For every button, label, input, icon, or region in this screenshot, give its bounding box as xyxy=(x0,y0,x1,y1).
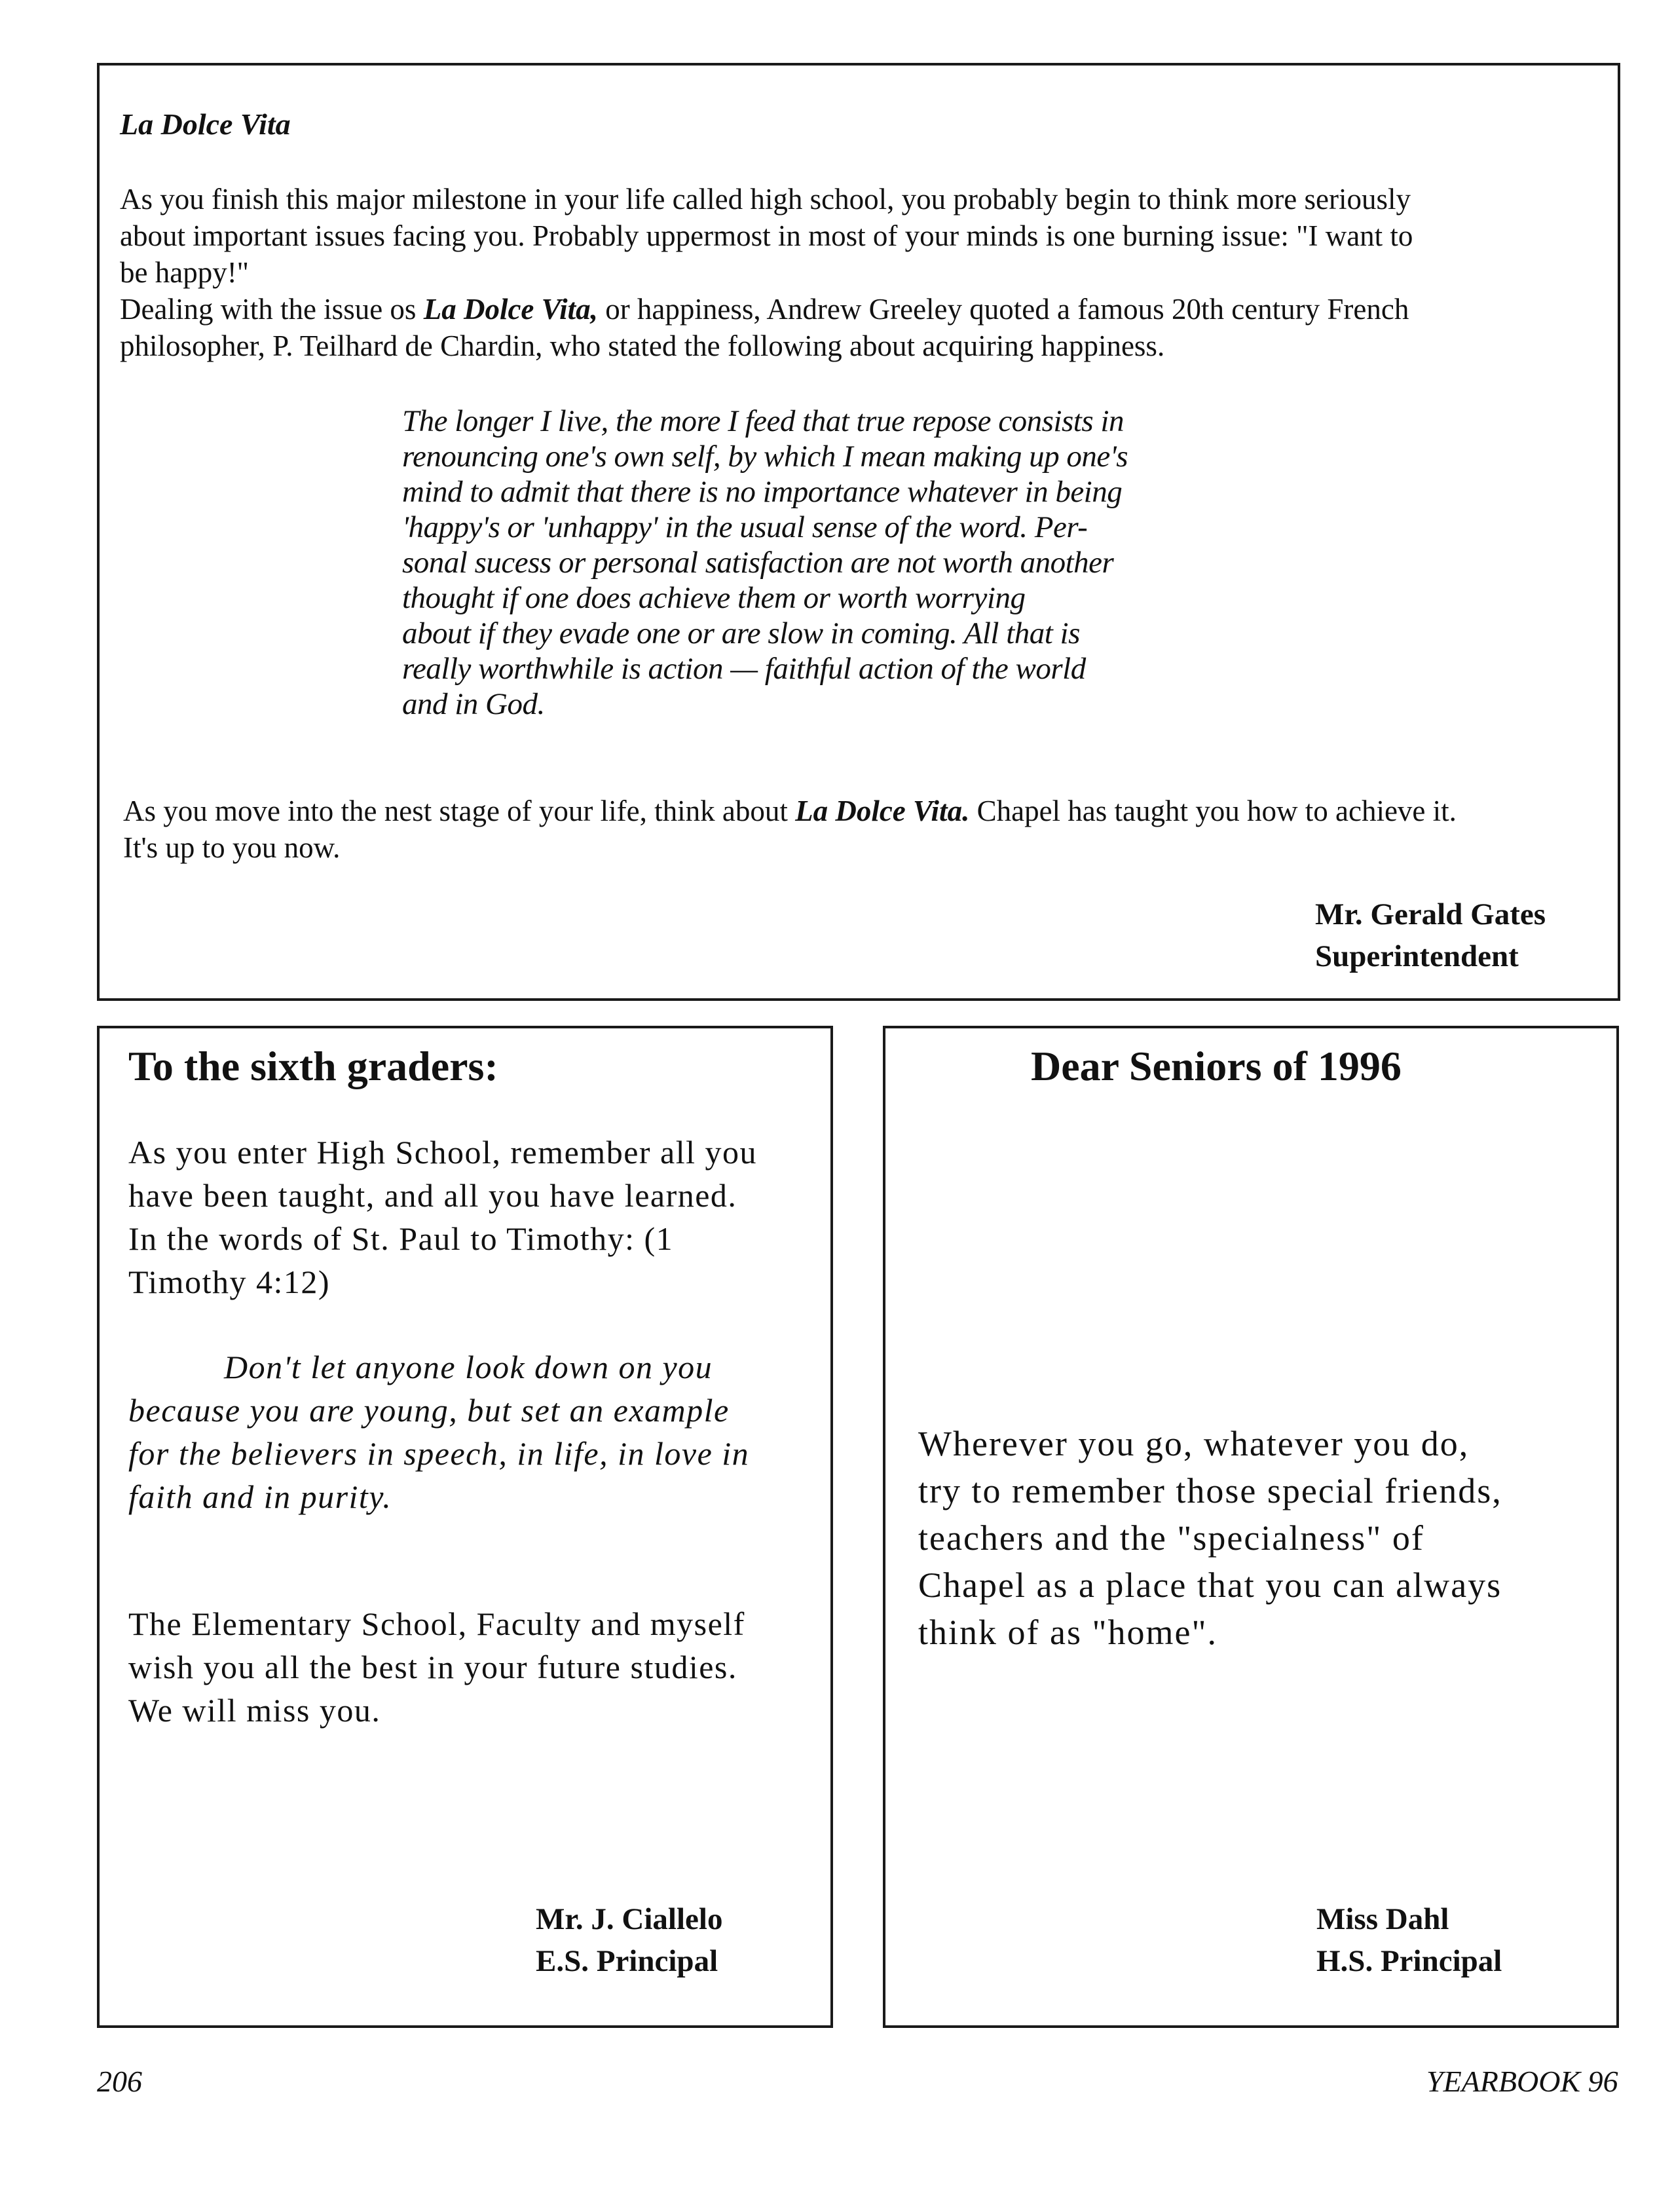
quote-line: mind to admit that there is no importance whatever in being xyxy=(402,475,1123,509)
signature-title: E.S. Principal xyxy=(536,1944,718,1978)
signature-name: Miss Dahl xyxy=(1316,1902,1449,1936)
letter-closing-line: It's up to you now. xyxy=(123,831,341,864)
page-number: 206 xyxy=(97,2065,142,2098)
inline-book-title: La Dolce Vita, xyxy=(423,293,598,326)
paragraph-text: As you move into the nest stage of your life, think about xyxy=(123,795,796,827)
scripture-quote-line: faith and in purity. xyxy=(128,1478,392,1515)
paragraph-text: Chapel has taught you how to achieve it. xyxy=(969,795,1457,827)
quote-line: and in God. xyxy=(402,687,545,721)
paragraph-text: Dealing with the issue os xyxy=(120,293,417,326)
signature-title: Superintendent xyxy=(1315,939,1519,973)
quote-line: The longer I live, the more I feed that true repose consists in xyxy=(402,404,1124,438)
letter-title: La Dolce Vita xyxy=(120,107,291,141)
quote-line: 'happy's or 'unhappy' in the usual sense of the word. Per- xyxy=(402,510,1088,544)
letter-paragraph-line: Chapel as a place that you can always xyxy=(918,1565,1502,1605)
letter-paragraph-line: be happy!" xyxy=(120,256,250,289)
scripture-quote-line: Don't let anyone look down on you xyxy=(224,1349,713,1385)
letter-paragraph-line xyxy=(120,291,1409,328)
letter-paragraph-line: The Elementary School, Faculty and myself xyxy=(128,1605,745,1642)
letter-paragraph-line: wish you all the best in your future studies. xyxy=(128,1649,737,1685)
letter-paragraph-line: about important issues facing you. Probably uppermost in most of your minds is one burning issue: "I want to xyxy=(120,219,1413,252)
letter-paragraph-line: have been taught, and all you have learned. xyxy=(128,1177,737,1214)
letter-paragraph-line: think of as "home". xyxy=(918,1613,1218,1652)
signature-name: Mr. Gerald Gates xyxy=(1315,897,1546,931)
signature-name: Mr. J. Ciallelo xyxy=(536,1902,723,1936)
letter-heading: Dear Seniors of 1996 xyxy=(1031,1043,1402,1089)
letter-paragraph-line: In the words of St. Paul to Timothy: (1 xyxy=(128,1220,674,1257)
letter-paragraph-line: philosopher, P. Teilhard de Chardin, who stated the following about acquiring happiness. xyxy=(120,329,1165,362)
scripture-quote-line: for the believers in speech, in life, in love in xyxy=(128,1435,750,1472)
quote-line: about if they evade one or are slow in coming. All that is xyxy=(402,616,1080,650)
letter-closing-line xyxy=(123,793,1457,829)
quote-line: sonal sucess or personal satisfaction are not worth another xyxy=(402,546,1114,580)
letter-paragraph-line: Wherever you go, whatever you do, xyxy=(918,1424,1470,1463)
inline-book-title: La Dolce Vita. xyxy=(795,795,970,827)
letter-paragraph-line: teachers and the "specialness" of xyxy=(918,1518,1424,1558)
letter-paragraph-line: As you enter High School, remember all you xyxy=(128,1134,758,1171)
letter-paragraph-line: We will miss you. xyxy=(128,1692,381,1729)
quote-line: really worthwhile is action — faithful action of the world xyxy=(402,652,1086,686)
letter-paragraph-line: Timothy 4:12) xyxy=(128,1264,331,1300)
letter-paragraph-line: try to remember those special friends, xyxy=(918,1471,1502,1510)
publication-name: YEARBOOK 96 xyxy=(1426,2065,1618,2098)
paragraph-text: or happiness, Andrew Greeley quoted a famous 20th century French xyxy=(597,293,1409,326)
letter-paragraph-line: As you finish this major milestone in your life called high school, you probably begin to think more seriously xyxy=(120,183,1411,216)
quote-line: renouncing one's own self, by which I mean making up one's xyxy=(402,440,1128,474)
signature-title: H.S. Principal xyxy=(1316,1944,1502,1978)
quote-line: thought if one does achieve them or worth worrying xyxy=(402,581,1026,615)
scripture-quote-line: because you are young, but set an example xyxy=(128,1392,730,1429)
letter-heading: To the sixth graders: xyxy=(128,1043,498,1089)
